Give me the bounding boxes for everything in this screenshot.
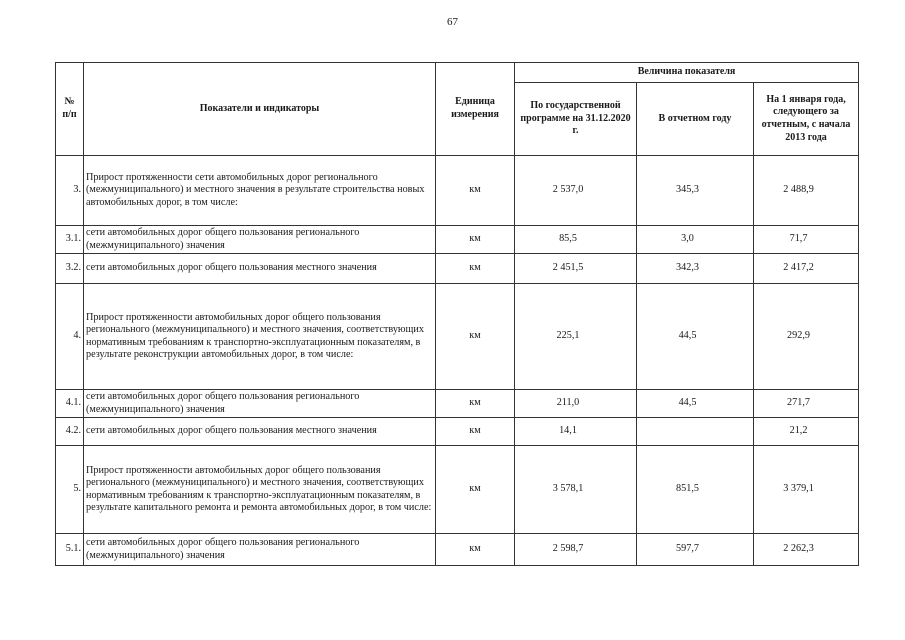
row-indicator: сети автомобильных дорог общего пользования местного значения bbox=[84, 418, 436, 446]
row-unit: км bbox=[436, 226, 515, 254]
row-jan1-value: 2 262,3 bbox=[754, 534, 859, 566]
row-program-value: 211,0 bbox=[515, 390, 637, 418]
row-unit: км bbox=[436, 418, 515, 446]
row-unit: км bbox=[436, 446, 515, 534]
row-jan1-value: 3 379,1 bbox=[754, 446, 859, 534]
row-program-value: 225,1 bbox=[515, 284, 637, 390]
row-reporting-year-value: 597,7 bbox=[637, 534, 754, 566]
row-reporting-year-value bbox=[637, 418, 754, 446]
table-row bbox=[56, 284, 859, 390]
header-num: № п/п bbox=[56, 63, 84, 156]
header-indicator: Показатели и индикаторы bbox=[84, 63, 436, 156]
indicators-table bbox=[55, 62, 859, 566]
row-unit: км bbox=[436, 156, 515, 226]
table-row bbox=[56, 534, 859, 566]
row-reporting-year-value: 44,5 bbox=[637, 390, 754, 418]
row-number: 5. bbox=[56, 446, 84, 534]
row-reporting-year-value: 342,3 bbox=[637, 254, 754, 284]
table-row bbox=[56, 446, 859, 534]
header-jan1: На 1 января года, следующего за отчетным, с начала 2013 года bbox=[754, 83, 859, 156]
row-jan1-value: 271,7 bbox=[754, 390, 859, 418]
row-reporting-year-value: 44,5 bbox=[637, 284, 754, 390]
table-row bbox=[56, 226, 859, 254]
header-value-group: Величина показателя bbox=[515, 63, 859, 83]
row-reporting-year-value: 345,3 bbox=[637, 156, 754, 226]
header-unit: Единица измерения bbox=[436, 63, 515, 156]
row-indicator: Прирост протяженности автомобильных дорог общего пользования регионального (межмуниципального) и местного значения, соответствующих нормативным требованиям к транспортно-эксплуатационным показателям, в результате капитального ремонта и ремонта автомобильных дорог, в том числе: bbox=[84, 446, 436, 534]
row-reporting-year-value: 3,0 bbox=[637, 226, 754, 254]
row-program-value: 14,1 bbox=[515, 418, 637, 446]
row-program-value: 2 451,5 bbox=[515, 254, 637, 284]
table-row bbox=[56, 418, 859, 446]
row-jan1-value: 71,7 bbox=[754, 226, 859, 254]
row-indicator: Прирост протяженности автомобильных дорог общего пользования регионального (межмуниципального) и местного значения, соответствующих нормативным требованиям к транспортно-эксплуатационным показателям, в результате реконструкции автомобильных дорог, в том числе: bbox=[84, 284, 436, 390]
page-number: 67 bbox=[447, 16, 458, 28]
row-jan1-value: 21,2 bbox=[754, 418, 859, 446]
row-jan1-value: 2 417,2 bbox=[754, 254, 859, 284]
row-program-value: 2 598,7 bbox=[515, 534, 637, 566]
row-number: 3. bbox=[56, 156, 84, 226]
row-number: 4.1. bbox=[56, 390, 84, 418]
row-number: 4. bbox=[56, 284, 84, 390]
row-number: 5.1. bbox=[56, 534, 84, 566]
row-unit: км bbox=[436, 254, 515, 284]
row-jan1-value: 2 488,9 bbox=[754, 156, 859, 226]
table-row bbox=[56, 254, 859, 284]
row-number: 3.1. bbox=[56, 226, 84, 254]
row-indicator: сети автомобильных дорог общего пользования регионального (межмуниципального) значения bbox=[84, 390, 436, 418]
row-reporting-year-value: 851,5 bbox=[637, 446, 754, 534]
row-program-value: 85,5 bbox=[515, 226, 637, 254]
row-jan1-value: 292,9 bbox=[754, 284, 859, 390]
row-number: 4.2. bbox=[56, 418, 84, 446]
row-indicator: сети автомобильных дорог общего пользования регионального (межмуниципального) значения bbox=[84, 534, 436, 566]
row-program-value: 3 578,1 bbox=[515, 446, 637, 534]
table-row bbox=[56, 390, 859, 418]
row-program-value: 2 537,0 bbox=[515, 156, 637, 226]
row-indicator: сети автомобильных дорог общего пользования регионального (межмуниципального) значения bbox=[84, 226, 436, 254]
row-unit: км bbox=[436, 390, 515, 418]
table-row bbox=[56, 156, 859, 226]
row-indicator: сети автомобильных дорог общего пользования местного значения bbox=[84, 254, 436, 284]
header-reporting-year: В отчетном году bbox=[637, 83, 754, 156]
row-number: 3.2. bbox=[56, 254, 84, 284]
row-indicator: Прирост протяженности сети автомобильных дорог регионального (межмуниципального) и местного значения в результате строительства новых автомобильных дорог, в том числе: bbox=[84, 156, 436, 226]
row-unit: км bbox=[436, 534, 515, 566]
header-program: По государственной программе на 31.12.2020 г. bbox=[515, 83, 637, 156]
row-unit: км bbox=[436, 284, 515, 390]
